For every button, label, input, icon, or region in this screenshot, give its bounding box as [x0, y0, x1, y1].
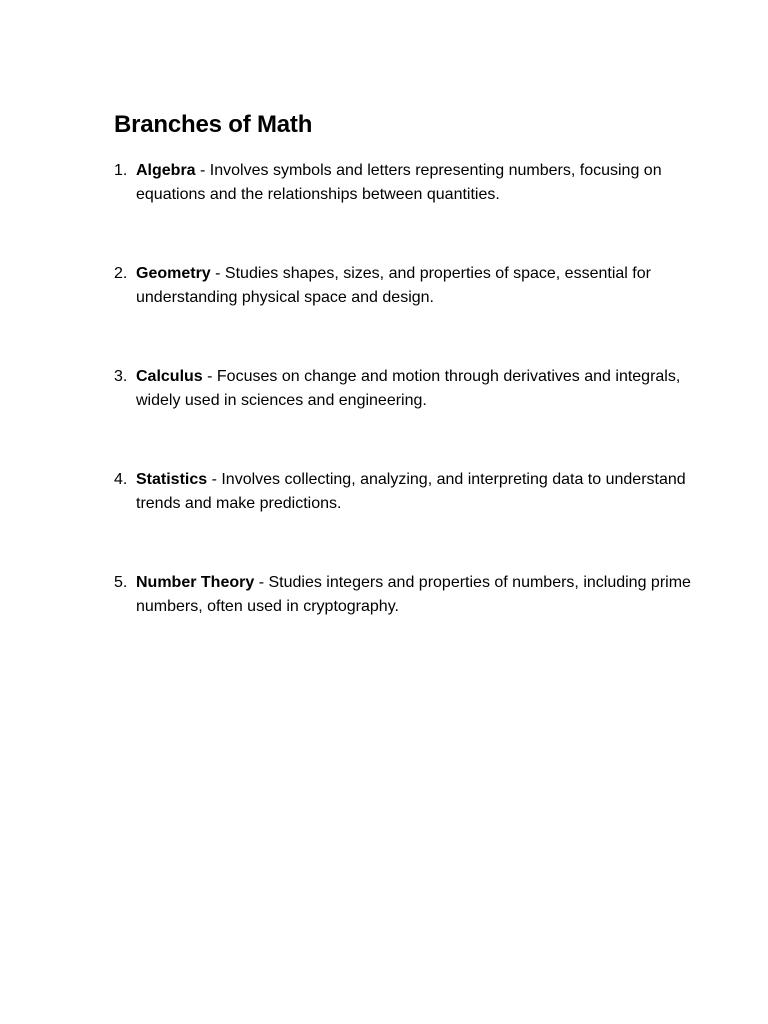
page-title: Branches of Math [114, 111, 313, 138]
list-number: 1. [114, 162, 128, 179]
branches-list [114, 159, 694, 674]
list-number: 5. [114, 574, 128, 591]
item-description: - Involves collecting, analyzing, and interpreting data to understand trends and make predictions. [136, 471, 686, 512]
list-item [114, 365, 694, 413]
list-item [114, 571, 694, 619]
list-number: 3. [114, 368, 128, 385]
item-term: Calculus [136, 368, 203, 385]
list-item [114, 468, 694, 516]
list-item [114, 159, 694, 207]
item-description: - Involves symbols and letters representing numbers, focusing on equations and the relationships between quantities. [136, 162, 662, 203]
list-number: 4. [114, 471, 128, 488]
item-description: - Studies integers and properties of numbers, including prime numbers, often used in cryptography. [136, 574, 691, 615]
item-description: - Focuses on change and motion through derivatives and integrals, widely used in sciences and engineering. [136, 368, 681, 409]
list-item [114, 262, 694, 310]
item-term: Statistics [136, 471, 208, 488]
item-term: Number Theory [136, 574, 255, 591]
item-description: - Studies shapes, sizes, and properties of space, essential for understanding physical space and design. [136, 265, 651, 306]
item-term: Geometry [136, 265, 211, 282]
list-number: 2. [114, 265, 128, 282]
item-term: Algebra [136, 162, 196, 179]
